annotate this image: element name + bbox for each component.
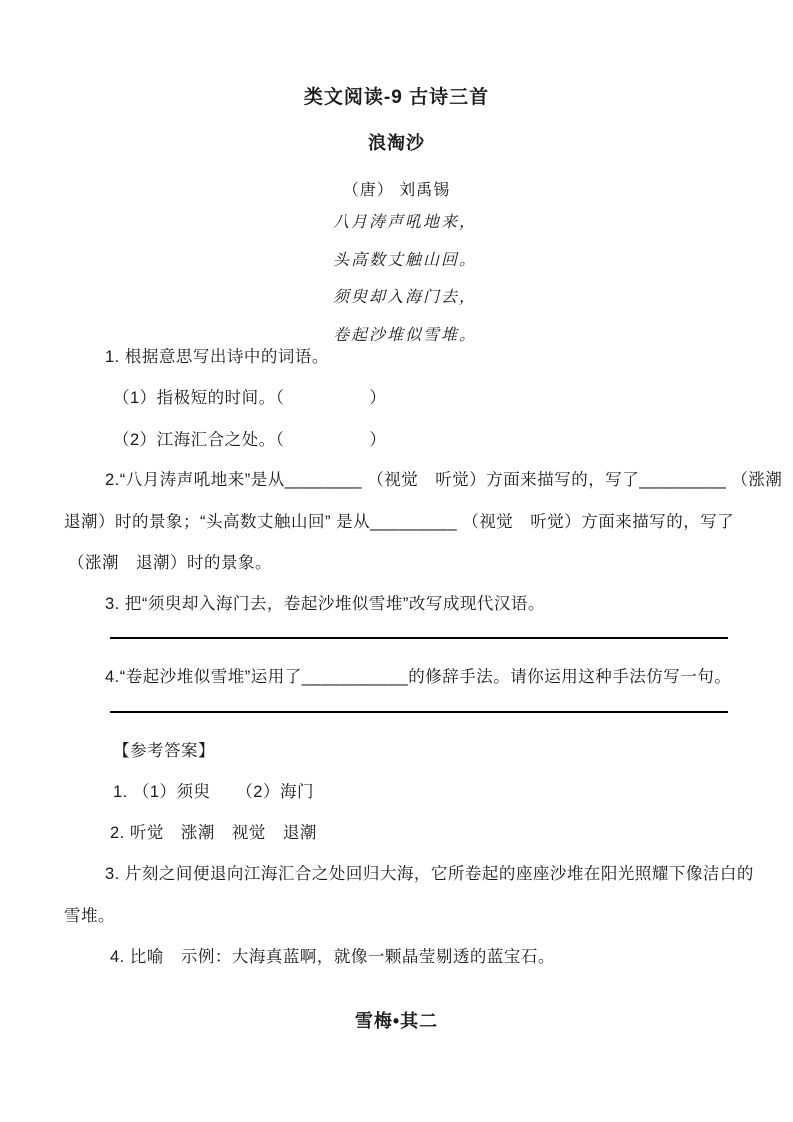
- answer-3-line-1: 3. 片刻之间便退向江海汇合之处回归大海，它所卷起的座座沙堆在阳光照耀下像洁白的: [105, 865, 754, 883]
- question-1-sub-2: （2）江海汇合之处。（ ）: [113, 431, 387, 449]
- poem-line-2: 头高数丈触山回。: [333, 250, 478, 269]
- poem-line-1: 八月涛声吼地来，: [333, 212, 478, 231]
- doc-title: 类文阅读-9 古诗三首: [303, 87, 490, 108]
- poem-line-3: 须臾却入海门去，: [333, 287, 478, 306]
- answer-3-line-2: 雪堆。: [64, 907, 115, 925]
- question-2-line-3: （涨潮 退潮）时的景象。: [68, 554, 272, 572]
- question-2-line-2: 退潮）时的景象；“头高数丈触山回” 是从_________ （视觉 听觉）方面来描写的，写了: [64, 513, 735, 531]
- answer-1: 1. （1）须臾 （2）海门: [113, 783, 314, 801]
- answer-line-q4: [110, 711, 728, 713]
- poem-line-4: 卷起沙堆似雪堆。: [333, 325, 478, 344]
- question-4: 4.“卷起沙堆似雪堆”运用了___________的修辞手法。请你运用这种手法仿写一句。: [105, 668, 732, 686]
- question-3: 3. 把“须臾却入海门去，卷起沙堆似雪堆”改写成现代汉语。: [105, 595, 545, 613]
- next-section-title: 雪梅•其二: [354, 1011, 439, 1031]
- question-1-sub-1: （1）指极短的时间。（ ）: [113, 389, 387, 407]
- reference-answers-header: 【参考答案】: [113, 742, 215, 760]
- poem-title: 浪淘沙: [368, 133, 425, 153]
- answer-4: 4. 比喻 示例：大海真蓝啊，就像一颗晶莹剔透的蓝宝石。: [110, 948, 555, 966]
- question-1: 1. 根据意思写出诗中的词语。: [105, 348, 329, 366]
- poem-author: （唐） 刘禹锡: [342, 182, 451, 199]
- answer-line-q3: [110, 637, 728, 639]
- answer-2: 2. 听觉 涨潮 视觉 退潮: [110, 824, 317, 842]
- question-2-line-1: 2.“八月涛声吼地来”是从________ （视觉 听觉）方面来描写的，写了_________ （涨潮: [105, 471, 783, 489]
